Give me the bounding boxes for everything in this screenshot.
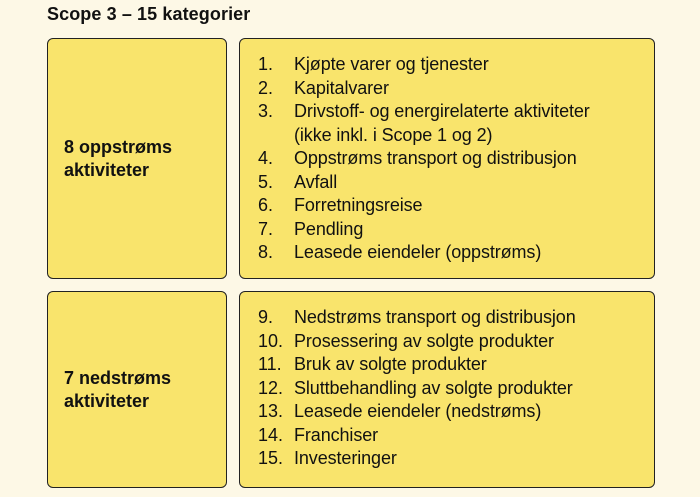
item-number: 9. [258, 307, 274, 327]
downstream-label-box [47, 291, 227, 488]
item-text: Nedstrøms transport og distribusjon [294, 307, 576, 327]
item-number: 13. [258, 401, 284, 421]
item-number: 12. [258, 377, 284, 398]
upstream-list [258, 53, 646, 265]
item-text: Leasede eiendeler (oppstrøms) [294, 242, 542, 262]
list-item [258, 194, 646, 218]
item-number: 1. [258, 54, 274, 74]
item-text: Prosessering av solgte produkter [294, 330, 554, 351]
item-number: 7. [258, 218, 274, 239]
upstream-label-box [47, 38, 227, 279]
item-text: Kjøpte varer og tjenester [294, 54, 489, 74]
item-text: Avfall [294, 171, 338, 192]
item-number: 14. [258, 424, 284, 445]
item-text: Investeringer [294, 448, 397, 468]
list-item [258, 306, 646, 330]
item-text: Forretningsreise [294, 195, 423, 215]
item-number: 8. [258, 242, 274, 262]
downstream-list-box [239, 291, 655, 488]
item-number: 3. [258, 101, 274, 121]
item-text: Kapitalvarer [294, 77, 389, 98]
item-number: 5. [258, 171, 274, 192]
item-number: 4. [258, 148, 274, 168]
list-item [258, 77, 646, 101]
upstream-label: 8 oppstrøms aktiviteter [64, 136, 173, 180]
item-number: 2. [258, 77, 274, 98]
list-item [258, 447, 646, 471]
item-number: 10. [258, 330, 284, 351]
diagram-title: Scope 3 – 15 kategorier [47, 4, 251, 24]
list-item [258, 400, 646, 424]
list-item [258, 53, 646, 77]
list-item [258, 147, 646, 171]
item-number: 11. [258, 354, 282, 374]
list-item [258, 353, 646, 377]
list-item [258, 171, 646, 195]
item-number: 6. [258, 195, 274, 215]
list-item [258, 218, 646, 242]
list-item [258, 377, 646, 401]
item-text: Leasede eiendeler (nedstrøms) [294, 401, 542, 421]
item-text: Bruk av solgte produkter [294, 354, 487, 374]
list-item [258, 330, 646, 354]
list-item [258, 424, 646, 448]
list-item [258, 100, 646, 147]
list-item [258, 241, 646, 265]
item-number: 15. [258, 448, 284, 468]
item-text: Drivstoff- og energirelaterte aktiviteter (ikke inkl. i Scope 1 og 2) [294, 101, 590, 145]
item-text: Pendling [294, 218, 364, 239]
item-text: Sluttbehandling av solgte produkter [294, 377, 573, 398]
downstream-list [258, 306, 646, 471]
item-text: Franchiser [294, 424, 379, 445]
item-text: Oppstrøms transport og distribusjon [294, 148, 577, 168]
upstream-list-box [239, 38, 655, 279]
downstream-label: 7 nedstrøms aktiviteter [64, 367, 172, 411]
